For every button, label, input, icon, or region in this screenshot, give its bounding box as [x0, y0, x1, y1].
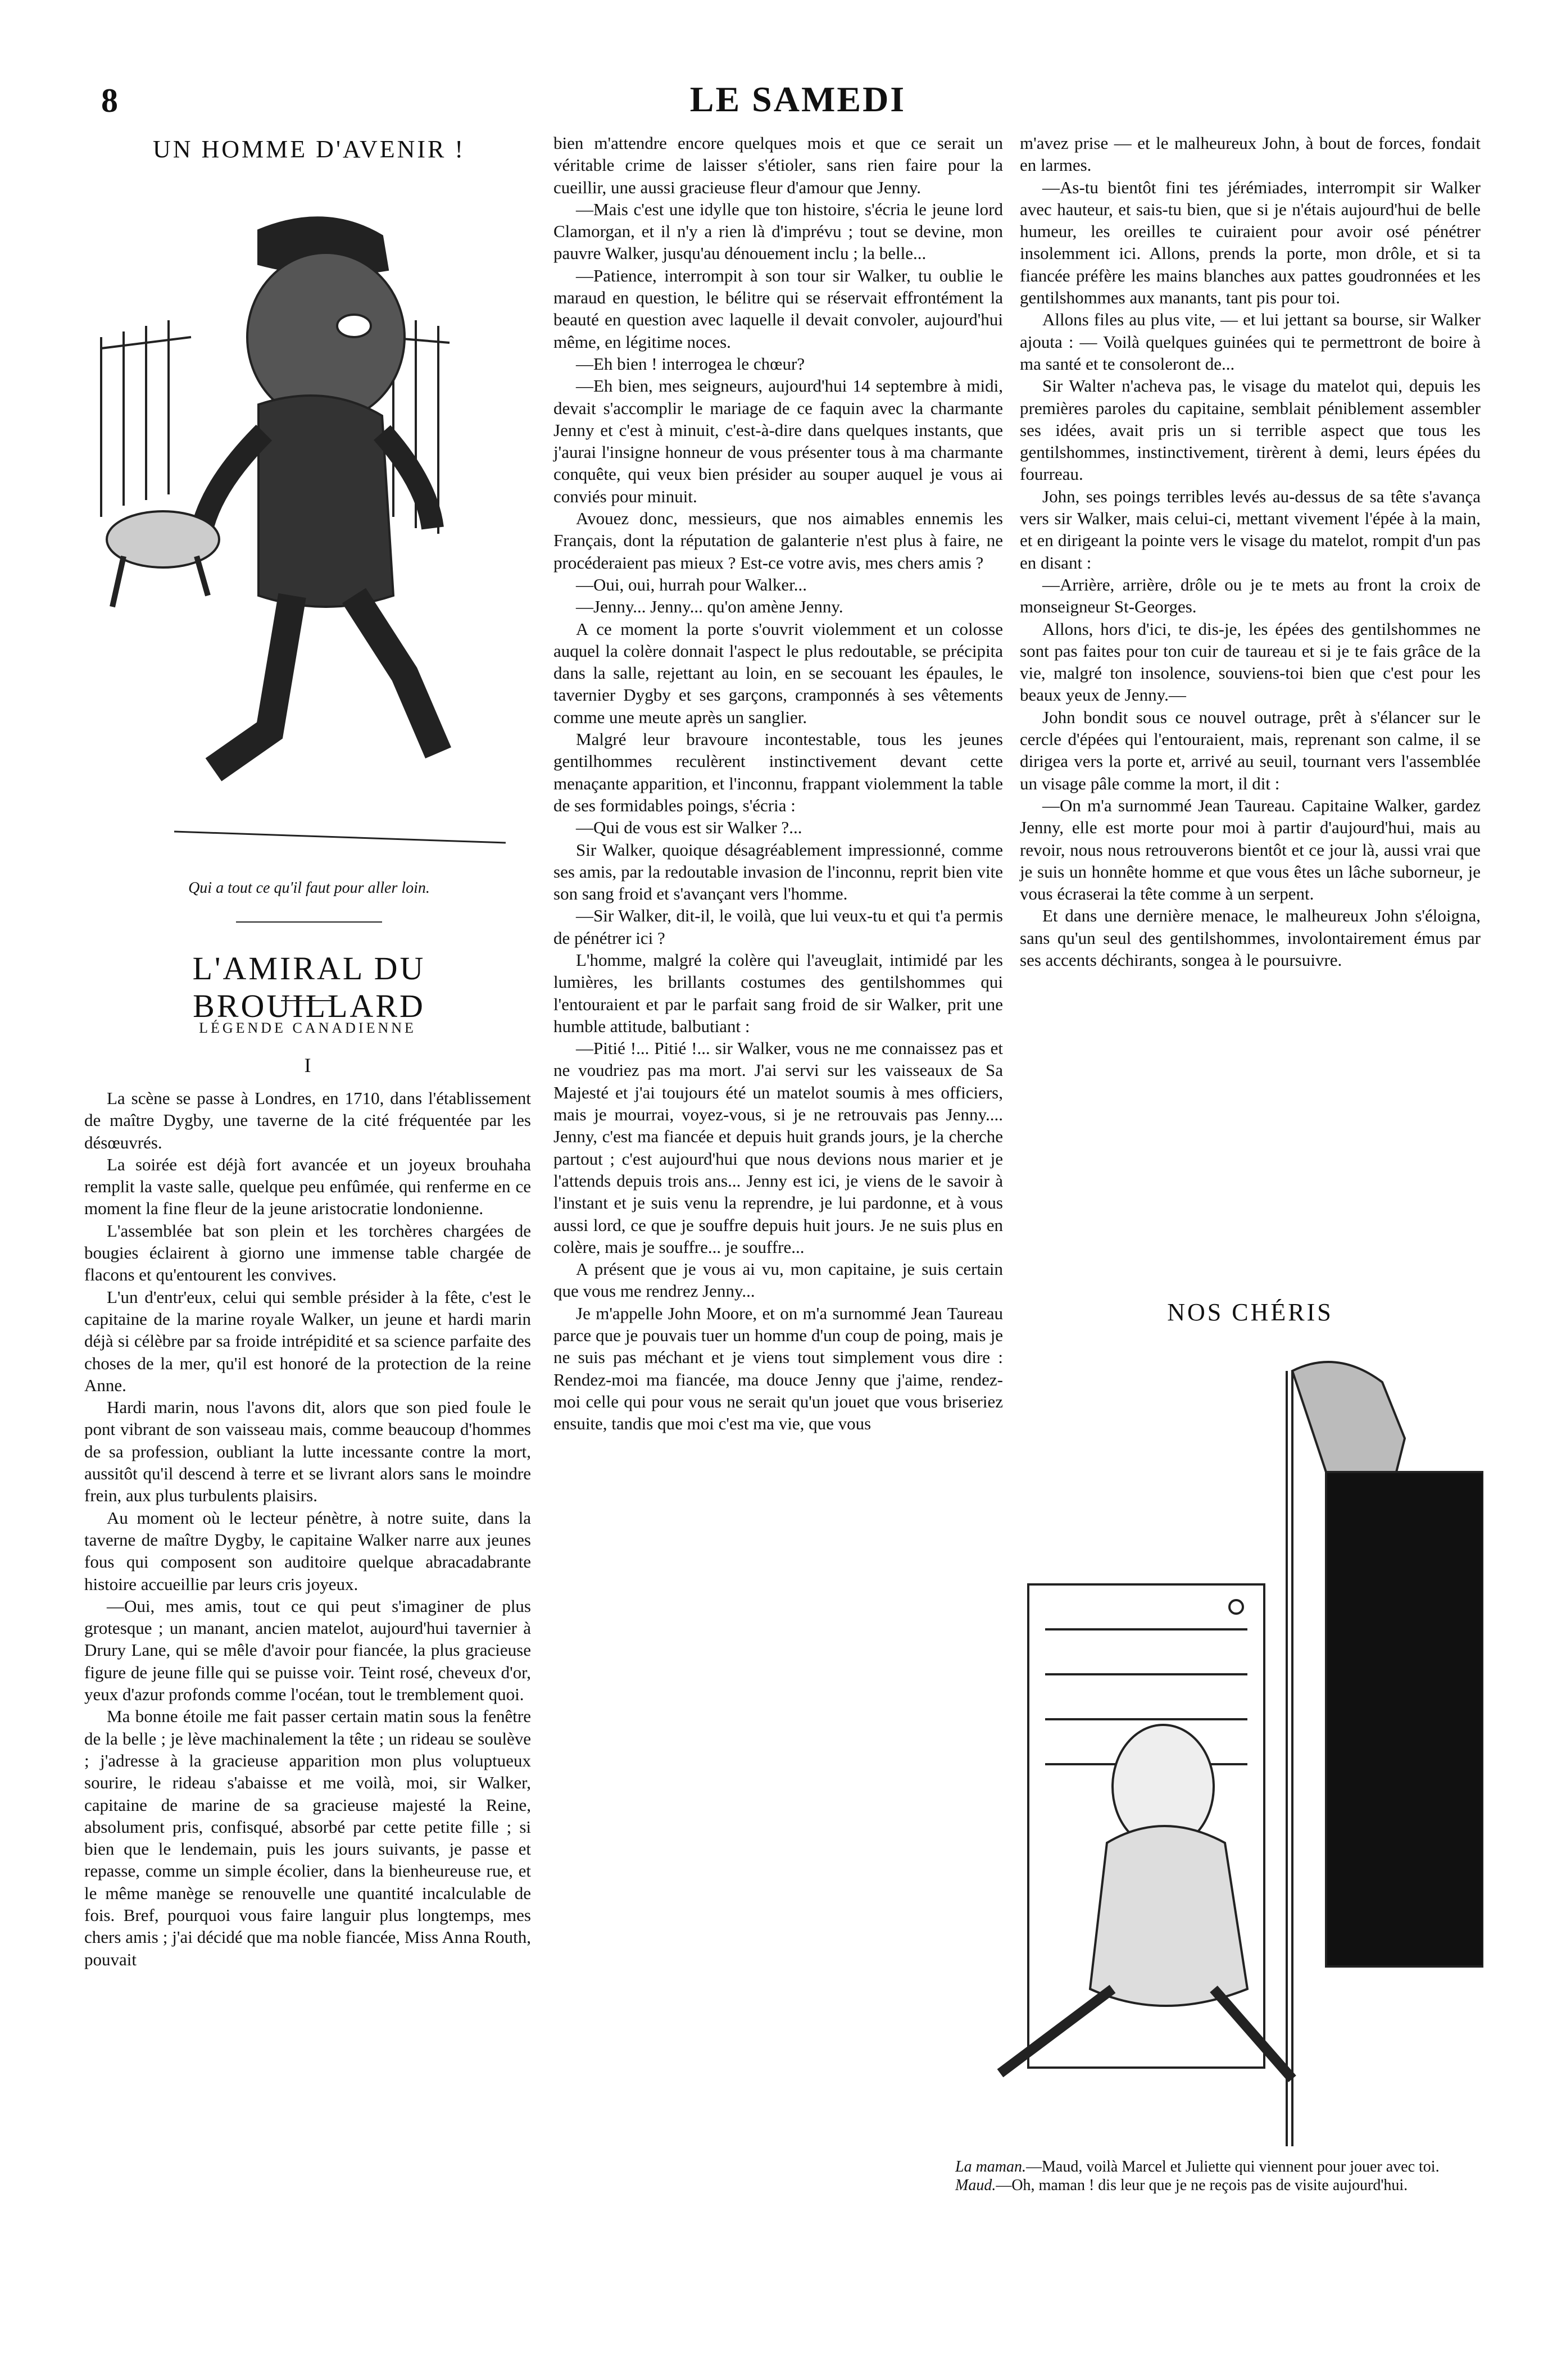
separator-rule: [236, 921, 382, 923]
story-title: L'AMIRAL DU BROUILLARD: [192, 950, 426, 1024]
story-subtitle: LÉGENDE CANADIENNE: [199, 1020, 416, 1036]
article-column-3: [1020, 132, 1481, 971]
paragraph: L'assemblée bat son plein et les torchères chargées de bougies éclairent à giorno une immense table chargée de flacons et qu'entourent les convives.: [84, 1220, 531, 1285]
caption-speaker: La maman.: [955, 2158, 1027, 2175]
masthead: LE SAMEDI: [689, 79, 906, 119]
paragraph: Et dans une dernière menace, le malheureux John s'éloigna, sans qu'un seul des gentilshommes, involontairement émus par ses accents déchirants, songea à le poursuivre.: [1020, 906, 1481, 970]
page-number: 8: [101, 82, 118, 119]
paragraph: Au moment où le lecteur pénètre, à notre suite, dans la taverne de maître Dygby, le capitaine Walker narre aux jeunes fous qui composent son auditoire quelque abracadabrante histoire accueillie par leurs cris joyeux.: [84, 1507, 531, 1594]
paragraph: m'avez prise — et le malheureux John, à bout de forces, fondait en larmes.: [1020, 133, 1481, 175]
paragraph: —On m'a surnommé Jean Taureau. Capitaine Walker, gardez Jenny, elle est morte pour moi à partir d'aujourd'hui, mais au revoir, nous nous retrouverons bientôt et ce jour là, aussi vrai que je suis un honnête homme et que vous êtes un lâche suborneur, je vous écraserai la tête comme à un serpent.: [1020, 795, 1481, 904]
paragraph: —Jenny... Jenny... qu'on amène Jenny.: [576, 597, 843, 617]
paragraph: —Eh bien, mes seigneurs, aujourd'hui 14 septembre à midi, devait s'accomplir le mariage de ce faquin avec la charmante Jenny et c'est à minuit, c'est-à-dire dans quelques instants, que j'aurai l'insigne honneur de vous présenter tous à ma charmante conquête, qui veux bien présider au souper auquel je vous ai conviés pour minuit.: [553, 376, 1003, 506]
paragraph: Allons files au plus vite, — et lui jettant sa bourse, sir Walker ajouta : — Voilà quelques guinées qui te permettront de boire à ma santé et te consoleront de...: [1020, 310, 1481, 374]
paragraph: Sir Walter n'acheva pas, le visage du matelot qui, depuis les premières paroles du capitaine, semblait péniblement assembler ses idées, avait pris un si terrible aspect que tous les gentilshommes, instinctivement, tirèrent à demi, leurs épées du fourreau.: [1020, 376, 1481, 484]
paragraph: —Oui, oui, hurrah pour Walker...: [576, 574, 807, 594]
cartoon-title: UN HOMME D'AVENIR !: [152, 135, 466, 163]
paragraph: —Sir Walker, dit-il, le voilà, que lui veux-tu et qui t'a permis de pénétrer ici ?: [553, 906, 1003, 948]
cartoon-title: NOS CHÉRIS: [1167, 1298, 1333, 1326]
paragraph: A présent que je vous ai vu, mon capitaine, je suis certain que vous me rendrez Jenny...: [553, 1259, 1003, 1301]
paragraph: bien m'attendre encore quelques mois et que ce serait un véritable crime de laisser s'étioler, sans rien faire pour la cueillir, une aussi gracieuse fleur d'amour que Jenny.: [553, 133, 1003, 197]
paragraph: John bondit sous ce nouvel outrage, prêt à s'élancer sur le cercle d'épées qui l'entouraient, mais, reprenant son calme, il se dirigea vers la porte et, arrivé au seuil, tournant vers l'assemblée un visage pâle comme la mort, il dit :: [1020, 707, 1481, 793]
paragraph: Malgré leur bravoure incontestable, tous les jeunes gentilhommes reculèrent instinctivement devant cette menaçante apparition, et l'inconnu, frappant violemment la table de ses formidables poings, s'écria :: [553, 729, 1003, 815]
paragraph: L'homme, malgré la colère qui l'aveuglait, intimidé par les lumières, les brillants costumes des gentilshommes qui l'entouraient et par le parfait sang froid de sir Walker, prit une humble attitude, balbutiant :: [553, 950, 1003, 1036]
caption-line: [955, 2158, 1506, 2176]
chapter-number: I: [304, 1054, 311, 1077]
paragraph: —Oui, mes amis, tout ce qui peut s'imaginer de plus grotesque ; un manant, ancien matelot, aujourd'hui tavernier à Drury Lane, qui se mêle d'avoir pour fiancée, la plus gracieuse figure de jeune fille qui se puisse voir. Teint rosé, cheveux d'or, yeux d'azur profonds comme l'océan, tout le tremblement quoi.: [84, 1596, 531, 1705]
paragraph: A ce moment la porte s'ouvrit violemment et un colosse auquel la colère donnait l'aspect le plus redoutable, se précipita dans la salle, rejettant au loin, en se secouant les épaules, le tavernier Dygby et ses garçons, cramponnés à ses vêtements comme une meute après un sanglier.: [553, 619, 1003, 727]
paragraph: —Mais c'est une idylle que ton histoire, s'écria le jeune lord Clamorgan, et il n'y a rien là d'imprévu ; tout se devine, mon pauvre Walker, jusqu'au dénouement inclu ; la belle...: [553, 199, 1003, 264]
paragraph: L'un d'entr'eux, celui qui semble présider à la fête, c'est le capitaine de la marine royale Walker, un jeune et hardi marin déjà si célèbre par sa froide intrépidité et sa science parfaite des choses de la mer, qu'il est honoré de la protection de la reine Anne.: [84, 1287, 531, 1395]
paragraph: John, ses poings terribles levés au-dessus de sa tête s'avança vers sir Walker, mais celui-ci, mettant vivement l'épée à la main, et en dirigeant la pointe vers le visage du matelot, rompit d'un pas en disant :: [1020, 486, 1481, 573]
caption-text: —Maud, voilà Marcel et Juliette qui viennent pour jouer avec toi.: [1026, 2158, 1440, 2175]
paragraph: —Pitié !... Pitié !... sir Walker, vous ne me connaissez pas et ne voudriez pas ma mort. J'ai servi sur les vaisseaux de Sa Majesté et j'ai toujours été un matelot soumis à mes officiers, mais je mourrai, voyez-vous, si je ne retrouvais pas Jenny.... Jenny, c'est ma fiancée et depuis huit grands jours, je la cherche partout ; c'est aujourd'hui que nous devions nous marier et je l'attends depuis trois ans... Jenny est ici, je viens de le savoir à l'instant et je suis venu la reprendre, je lui pardonne, et à vous aussi lord, ce que je souffre depuis huit jours. Je ne suis plus en colère, mais je souffre... je souffre...: [553, 1038, 1003, 1257]
caption-speaker: Maud.: [955, 2177, 996, 2194]
cartoon-illustration: [978, 1348, 1483, 2146]
paragraph: Sir Walker, quoique désagréablement impressionné, comme ses amis, par la redoutable invasion de l'inconnu, reprit bien vite son sang froid et s'avançant vers l'homme.: [553, 839, 1003, 904]
paragraph: La scène se passe à Londres, en 1710, dans l'établissement de maître Dygby, une taverne de la cité fréquentée par les désœuvrés.: [84, 1088, 531, 1152]
cartoon-caption: [955, 2158, 1506, 2195]
paragraph: La soirée est déjà fort avancée et un joyeux brouhaha remplit la vaste salle, quelque peu enfûmée, qui renferme en ce moment la fine fleur de la jeune aristocratie londonienne.: [84, 1154, 531, 1219]
article-column-2: [553, 132, 1003, 1435]
paragraph: —Patience, interrompit à son tour sir Walker, tu oublie le maraud en question, le bélitre qui se réservait effrontément la beauté en question avec laquelle il devait convoler, aujourd'hui même, en légitime noces.: [553, 265, 1003, 352]
caption-text: —Oh, maman ! dis leur que je ne reçois pas de visite aujourd'hui.: [996, 2177, 1408, 2194]
paragraph: —As-tu bientôt fini tes jérémiades, interrompit sir Walker avec hauteur, et sais-tu bien, que si je n'étais aujourd'hui de belle humeur, les oreilles te cuiraient pour avoir osé pénétrer insolemment ici. Allons, prends la porte, mon drôle, et si ta fiancée préfère les mains blanches aux pattes goudronnées et les gentilshommes aux manants, tant pis pour toi.: [1020, 177, 1481, 308]
paragraph: —Arrière, arrière, drôle ou je te mets au front la croix de monseigneur St-Georges.: [1020, 574, 1481, 617]
separator-rule: [281, 1000, 334, 1001]
cartoon-caption: Qui a tout ce qu'il faut pour aller loin.: [188, 879, 430, 897]
paragraph: —Eh bien ! interrogea le chœur?: [576, 353, 805, 374]
paragraph: Avouez donc, messieurs, que nos aimables ennemis les Français, dont la réputation de galanterie n'est plus à faire, ne procéderaient pas mieux ? Est-ce votre avis, mes chers amis ?: [553, 508, 1003, 573]
paragraph: —Qui de vous est sir Walker ?...: [576, 817, 802, 838]
cartoon-illustration: [90, 169, 528, 871]
caption-line: [955, 2176, 1506, 2195]
paragraph: Je m'appelle John Moore, et on m'a surnommé Jean Taureau parce que je pouvais tuer un homme d'un coup de poing, mais je ne suis pas méchant et je viens tout simplement vous dire : Rendez-moi ma fiancée, ma douce Jenny que j'aime, rendez-moi celle qui pour vous ne serait qu'un jouet que vous briseriez ensuite, tandis que moi c'est ma vie, que vous: [553, 1303, 1003, 1434]
article-column-1: [84, 1087, 531, 1970]
paragraph: Ma bonne étoile me fait passer certain matin sous la fenêtre de la belle ; je lève machinalement la tête ; un rideau se soulève ; j'adresse à la gracieuse apparition mon plus voluptueux sourire, le rideau s'abaisse et me voilà, moi, sir Walker, capitaine de marine de sa gracieuse majesté la Reine, absolument pris, confisqué, absorbé par cette petite fille ; si bien que le lendemain, puis les jours suivants, je passe et repasse, comme un simple écolier, dans la bienheureuse rue, et le même manège se renouvelle une quantité incalculable de fois. Bref, pourquoi vous faire languir plus longtemps, mes chers amis ; j'ai décidé que ma noble fiancée, Miss Anna Routh, pouvait: [84, 1706, 531, 1969]
paragraph: Allons, hors d'ici, te dis-je, les épées des gentilshommes ne sont pas faites pour ton cuir de taureau et si je te fais grâce de la vie, malgré ton insolence, souviens-toi bien que c'est pour les beaux yeux de Jenny.—: [1020, 619, 1481, 705]
paragraph: Hardi marin, nous l'avons dit, alors que son pied foule le pont vibrant de son vaisseau mais, comme beaucoup d'hommes de sa profession, oubliant la lutte incessante contre la mort, aussitôt qu'il descend à terre et se livrant alors sans le moindre frein, aux plus turbulents plaisirs.: [84, 1397, 531, 1506]
